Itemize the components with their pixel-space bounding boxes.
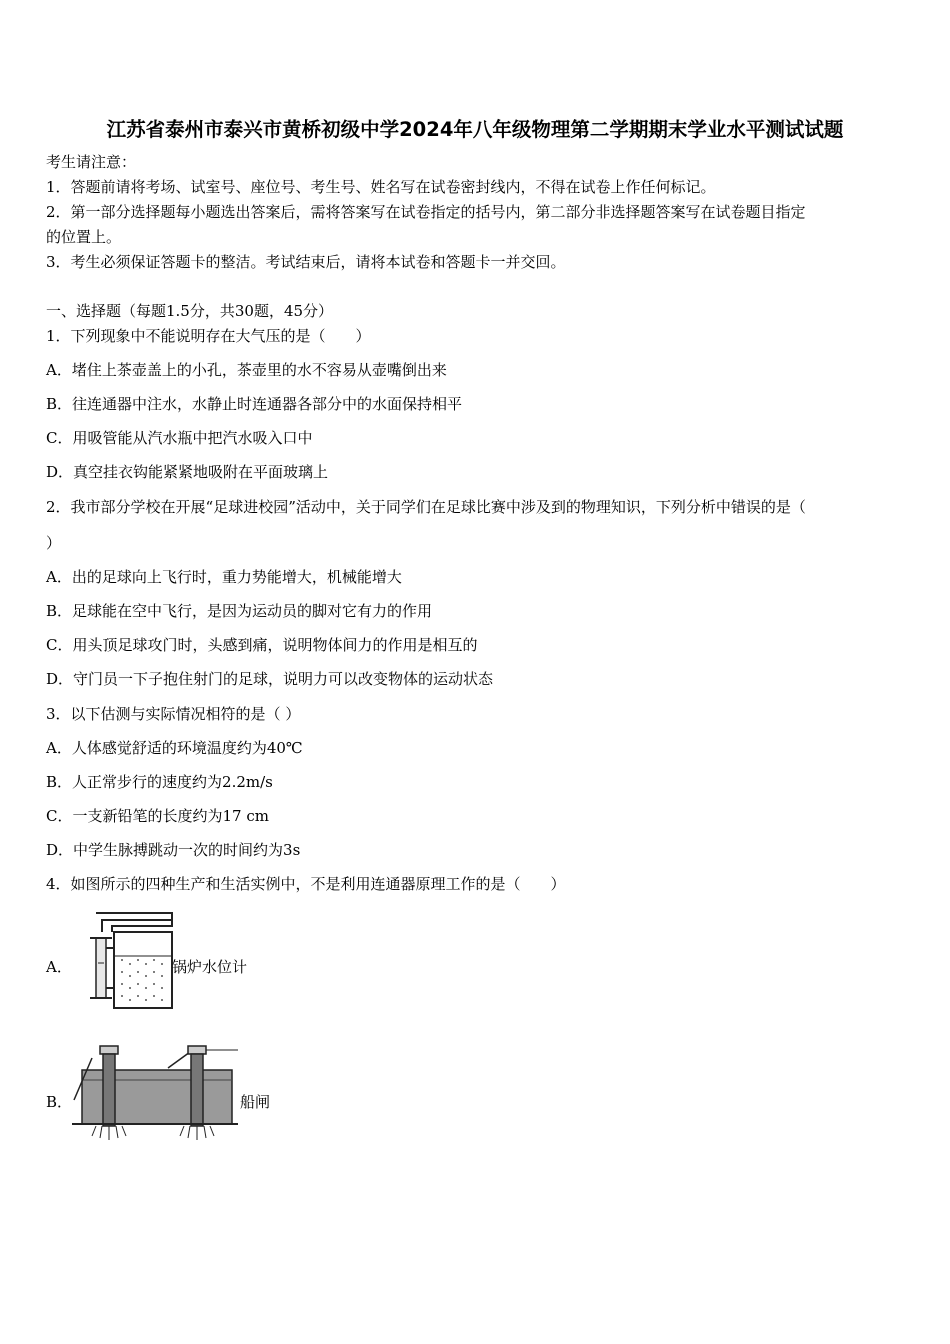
figure-option-letter: A． — [46, 958, 72, 976]
answer-option: B．往连通器中注水，水静止时连通器各部分中的水面保持相平 — [46, 395, 463, 413]
section-heading: 一、选择题（每题1.5分，共30题，45分） — [46, 302, 334, 320]
answer-option: B．足球能在空中飞行，是因为运动员的脚对它有力的作用 — [46, 602, 433, 620]
notice-item: 2．第一部分选择题每小题选出答案后，需将答案写在试卷指定的括号内，第二部分非选择题答案写在试卷题目指定 — [46, 203, 806, 221]
answer-option: A．出的足球向上飞行时，重力势能增大，机械能增大 — [46, 568, 402, 586]
ship-lock-figure — [72, 1040, 238, 1144]
answer-option: B．人正常步行的速度约为2.2m/s — [46, 773, 273, 791]
question-stem: 2．我市部分学校在开展“足球进校园”活动中，关于同学们在足球比赛中涉及到的物理知识，下列分析中错误的是（ — [46, 498, 806, 516]
notice-item: 3．考生必须保证答题卡的整洁。考试结束后，请将本试卷和答题卡一并交回。 — [46, 253, 566, 271]
figure-caption: 船闸 — [240, 1093, 271, 1111]
answer-option: A．堵住上茶壶盖上的小孔，茶壶里的水不容易从壶嘴倒出来 — [46, 361, 447, 379]
exam-title: 江苏省泰州市泰兴市黄桥初级中学2024年八年级物理第二学期期末学业水平测试试题 — [106, 118, 844, 141]
answer-option: C．用头顶足球攻门时，头感到痛，说明物体间力的作用是相互的 — [46, 636, 478, 654]
question-stem: 4．如图所示的四种生产和生活实例中，不是利用连通器原理工作的是（ ） — [46, 875, 566, 893]
answer-option: C．用吸管能从汽水瓶中把汽水吸入口中 — [46, 429, 313, 447]
answer-option: D．真空挂衣钩能紧紧地吸附在平面玻璃上 — [46, 463, 329, 481]
question-stem-continuation: ） — [46, 534, 62, 552]
question-stem: 1．下列现象中不能说明存在大气压的是（ ） — [46, 327, 371, 345]
boiler-gauge-figure — [72, 908, 178, 1012]
figure-caption: 锅炉水位计 — [172, 958, 248, 976]
answer-option: A．人体感觉舒适的环境温度约为40℃ — [46, 739, 303, 757]
notice-heading: 考生请注意： — [46, 153, 137, 171]
notice-item: 1．答题前请将考场、试室号、座位号、考生号、姓名写在试卷密封线内，不得在试卷上作任何标记。 — [46, 178, 716, 196]
notice-item: 的位置上。 — [46, 228, 122, 246]
answer-option: D．守门员一下子抱住射门的足球，说明力可以改变物体的运动状态 — [46, 670, 494, 688]
answer-option: D．中学生脉搏跳动一次的时间约为3s — [46, 841, 301, 859]
figure-option-letter: B． — [46, 1093, 73, 1111]
answer-option: C．一支新铅笔的长度约为17 cm — [46, 807, 269, 825]
question-stem: 3．以下估测与实际情况相符的是（ ） — [46, 705, 301, 723]
